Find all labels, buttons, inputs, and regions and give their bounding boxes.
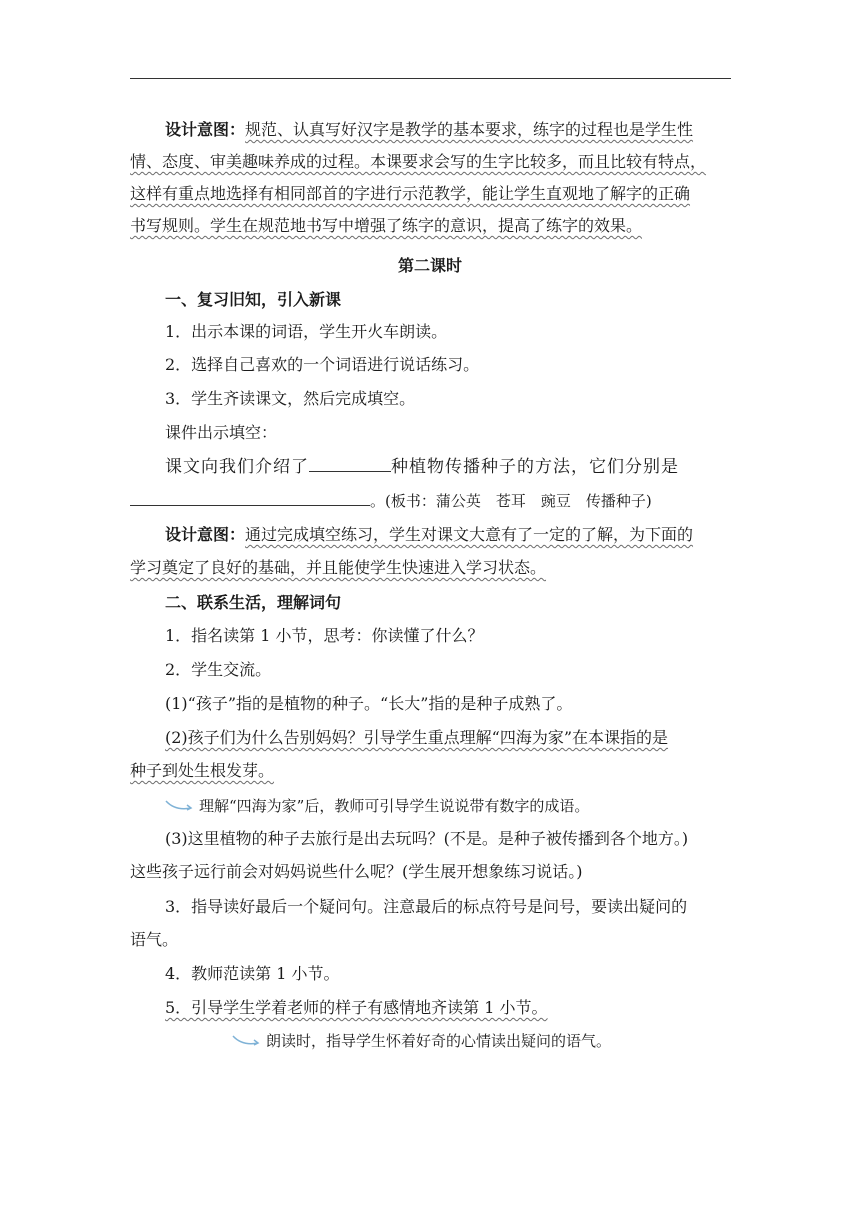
section-2-item-4: 4．教师范读第 1 小节。 bbox=[165, 964, 340, 983]
design-intent-1-line-1 bbox=[165, 120, 693, 140]
section-2-item-5 bbox=[165, 998, 548, 1018]
section-2-item-3-line-2: 语气。 bbox=[130, 930, 179, 949]
fill-text: 种植物传播种子的方法，它们分别是 bbox=[391, 457, 679, 477]
item-5-text: 5．引导学生学着老师的样子有感情地齐读第 1 小节。 bbox=[165, 998, 548, 1017]
design-intent-label: 设计意图： bbox=[165, 525, 246, 544]
design-intent-2-line-2 bbox=[130, 558, 546, 578]
section-2-item-2: 2．学生交流。 bbox=[165, 660, 272, 679]
section-1-item-2: 2．选择自己喜欢的一个词语进行说话练习。 bbox=[165, 355, 480, 374]
teaching-note-text: 理解“四海为家”后，教师可引导学生说说带有数字的成语。 bbox=[199, 797, 590, 815]
section-2-sub-3-line-2: 这些孩子远行前会对妈妈说些什么呢？(学生展开想象练习说话。) bbox=[130, 862, 583, 881]
design-intent-1-line-3 bbox=[130, 184, 690, 204]
header-rule bbox=[130, 78, 731, 79]
teaching-note-1 bbox=[165, 796, 589, 817]
section-2-heading: 二、联系生活，理解词句 bbox=[165, 593, 342, 612]
design-intent-text: 情、态度、审美趣味养成的过程。本课要求会写的生字比较多，而且比较有特点， bbox=[130, 152, 707, 171]
section-1-item-1: 1．出示本课的词语，学生开火车朗读。 bbox=[165, 322, 448, 341]
lesson-title: 第二课时 bbox=[397, 256, 462, 275]
design-intent-1-line-2 bbox=[130, 152, 706, 172]
fill-blank bbox=[130, 491, 370, 506]
section-2-sub-2-line-2 bbox=[130, 761, 274, 781]
design-intent-text: 通过完成填空练习，学生对课文大意有了一定的了解，为下面的 bbox=[245, 525, 694, 544]
design-intent-text: 规范、认真写好汉字是教学的基本要求，练字的过程也是学生性 bbox=[245, 120, 694, 139]
fill-blank bbox=[309, 457, 391, 472]
section-2-sub-1: (1)“孩子”指的是植物的种子。“长大”指的是种子成熟了。 bbox=[165, 694, 573, 713]
fill-blank-line-2 bbox=[130, 491, 652, 511]
sub-2-text: (2)孩子们为什么告别妈妈？引导学生重点理解“四海为家”在本课指的是 bbox=[165, 728, 669, 747]
design-intent-text: 学习奠定了良好的基础，并且能使学生快速进入学习状态。 bbox=[130, 558, 547, 577]
teaching-note-text: 朗读时，指导学生怀着好奇的心情读出疑问的语气。 bbox=[266, 1032, 612, 1050]
section-2-sub-3-line-1: (3)这里植物的种子去旅行是出去玩吗？(不是。是种子被传播到各个地方。) bbox=[165, 829, 689, 848]
design-intent-label: 设计意图： bbox=[165, 120, 246, 139]
section-2-item-3-line-1: 3．指导读好最后一个疑问句。注意最后的标点符号是问号，要读出疑问的 bbox=[165, 897, 688, 916]
teaching-note-2 bbox=[232, 1031, 611, 1052]
design-intent-2-line-1 bbox=[165, 525, 693, 545]
courseware-label: 课件出示填空： bbox=[165, 423, 278, 442]
section-2-item-1: 1．指名读第 1 小节，思考：你读懂了什么？ bbox=[165, 626, 484, 645]
fill-text: 课文向我们介绍了 bbox=[165, 457, 309, 477]
section-1-heading: 一、复习旧知，引入新课 bbox=[165, 290, 342, 309]
section-2-sub-2-line-1 bbox=[165, 728, 668, 748]
curved-arrow-icon bbox=[232, 1032, 260, 1052]
sub-2-text: 种子到处生根发芽。 bbox=[130, 761, 275, 780]
fill-blank-line-1 bbox=[165, 457, 679, 477]
design-intent-text: 书写规则。学生在规范地书写中增强了练字的意识，提高了练字的效果。 bbox=[130, 216, 643, 235]
curved-arrow-icon bbox=[165, 797, 193, 817]
board-notes: 。(板书：蒲公英 苍耳 豌豆 传播种子) bbox=[370, 492, 652, 510]
design-intent-1-line-4 bbox=[130, 216, 642, 236]
design-intent-text: 这样有重点地选择有相同部首的字进行示范教学，能让学生直观地了解字的正确 bbox=[130, 184, 691, 203]
section-1-item-3: 3．学生齐读课文，然后完成填空。 bbox=[165, 389, 416, 408]
